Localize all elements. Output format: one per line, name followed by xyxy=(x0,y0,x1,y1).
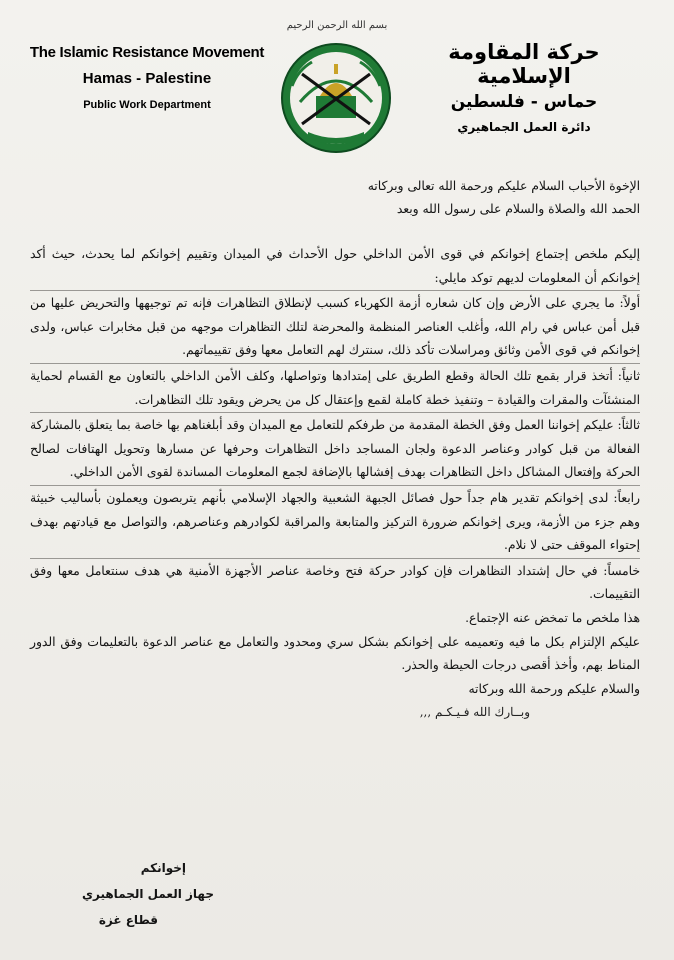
letter-body xyxy=(30,175,640,724)
signature-line-2: جهاز العمل الجماهيري xyxy=(82,887,214,901)
closing-greeting: والسلام عليكم ورحمة الله وبركاته xyxy=(468,681,640,696)
point-5-paragraph: خامساً: في حال إشتداد التظاهرات فإن كوادر حركة فتح وخاصة عناصر الأجهزة الأمنية هي هدف سنتعامل معها وفق التقييمات. xyxy=(30,558,640,607)
point-2-paragraph: ثانياً: أتخذ قرار بقمع تلك الحالة وقطع الطريق على إمتدادها وتواصلها، وكلف الأمن الداخلي بالتعاون مع القسام لحماية المنشئآت والمقرات والقيادة – وتنفيذ خطة كاملة لقمع وإعتقال كل من يحرض ويقود تلك التظاهرات. xyxy=(30,363,640,412)
hamas-emblem-icon xyxy=(278,40,394,156)
org-name-ar: حركة المقاومة الإسلامية xyxy=(448,40,600,88)
point-3-paragraph: ثالثاً: عليكم إخواننا العمل وفق الخطة المقدمة من طرفكم للتعامل مع الميدان وقد أبلغناهم بها خاصة بما يتعلق بالمشاركة الفعالة من قبل كوادر وعناصر الدعوة ولجان المساجد داخل التظاهرات وحرفها عن مسارها وتحويل الهتافات لصالح الحركة وإفتعال المشاكل داخل التظاهرات بهدف إفشالها بالإضافة لجمع المعلومات المساندة لقوى الأمن الداخلي. xyxy=(30,412,640,485)
salutation-line-2: الحمد الله والصلاة والسلام على رسول الله وبعد xyxy=(396,202,640,216)
instructions-paragraph: عليكم الإلتزام بكل ما فيه وتعميمه على إخوانكم بشكل سري ومحدود والتعامل مع عناصر الدعوة بالتعليمات وفق الدور المناط بهم، وأخذ أقصى درجات الحيطة والحذر. xyxy=(30,634,640,673)
point-1-paragraph: أولاً: ما يجري على الأرض وإن كان شعاره أزمة الكهرباء كسبب لإنطلاق التظاهرات فإنه تم توجيهها والتحريض عليها من قبل أمن عباس في رام الله، وأغلب العناصر المنظمة والمحرضة لتلك التظاهرات موجهه من قبل مخابرات عباس، ولدى إخوانكم في قوى الأمن وثائق ومراسلات تأكد ذلك، سنترك لهم التعامل معها وفق تقييماتهم. xyxy=(30,290,640,363)
closing-blessing: وبــارك الله فـيـكـم ,,, xyxy=(419,705,530,720)
department-ar: دائرة العمل الجماهيري xyxy=(457,120,591,134)
signature-line-1: إخوانكم xyxy=(140,861,186,875)
org-subtitle-en: Hamas - Palestine xyxy=(82,70,212,87)
header-english xyxy=(22,44,272,111)
point-4-paragraph: رابعاً: لدى إخوانكم تقدير هام جداً حول فصائل الجبهة الشعبية والجهاد الإسلامي بأنهم يتربصون ويعملون بأساليب خبيثة وهم جزء من الأزمة، ويرى إخوانكم ضرورة التركيز والمتابعة والمراقبة لكوادرهم وعناصرهم، والتواصل مع قيادتهم بهدف إحتواء الموقف حتى لا نلام. xyxy=(30,485,640,558)
org-name-en: The Islamic Resistance Movement xyxy=(29,44,265,61)
department-en: Public Work Department xyxy=(83,99,211,111)
signature-block xyxy=(34,855,214,933)
intro-paragraph: إليكم ملخص إجتماع إخوانكم في قوى الأمن الداخلي حول الأحداث في الميدان وتقييم إخوانكم لما يحدث، حيث أكد إخوانكم أن المعلومات لديهم توكد مايلي: xyxy=(30,247,640,285)
basmala: بسم الله الرحمن الرحيم xyxy=(286,20,388,31)
salutation-line-1: الإخوة الأحباب السلام عليكم ورحمة الله تعالى وبركاته xyxy=(367,179,640,193)
org-subtitle-ar: حماس - فلسطين xyxy=(450,92,598,112)
summary-line: هذا ملخص ما تمخض عنه الإجتماع. xyxy=(465,610,640,625)
header-arabic xyxy=(404,40,644,134)
signature-line-3: قطاع غزة xyxy=(98,913,158,927)
